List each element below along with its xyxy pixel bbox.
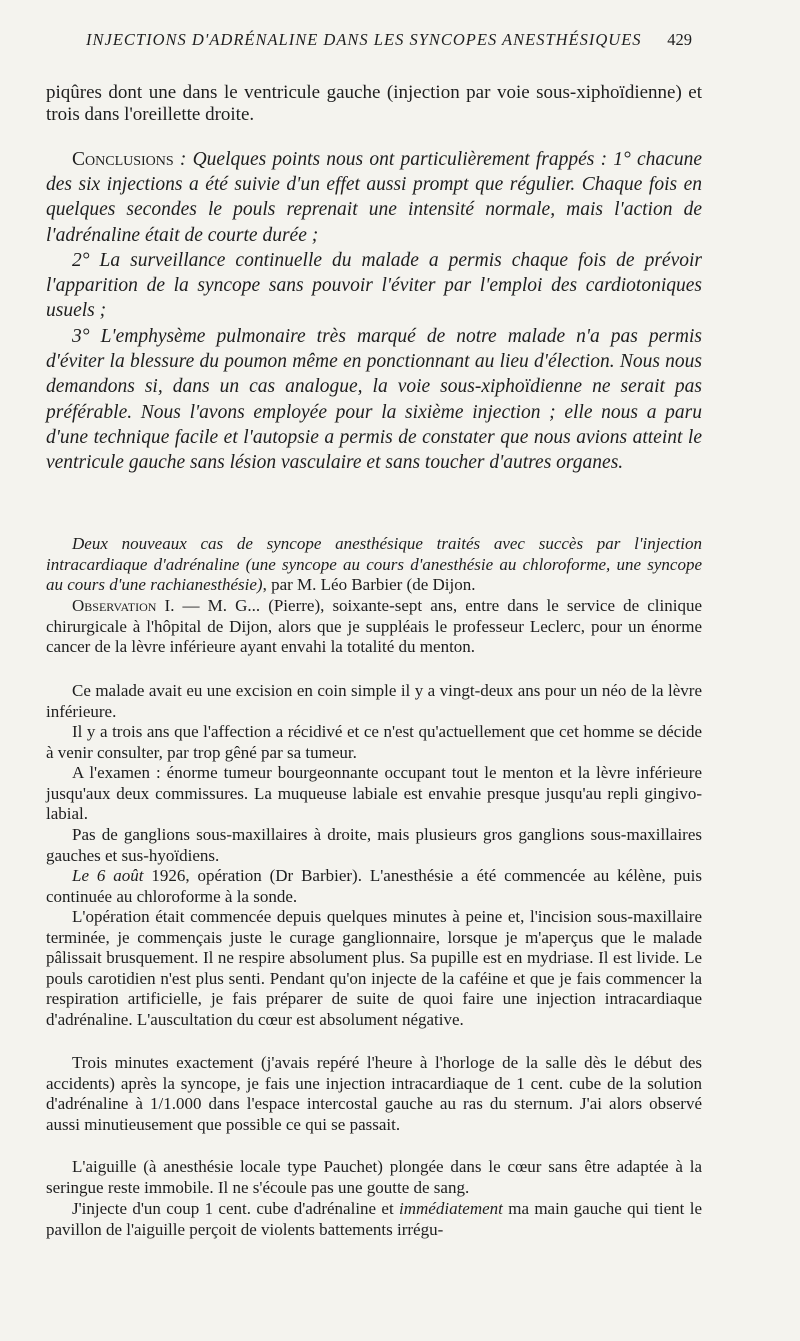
- intro-text: piqûres dont une dans le ventricule gauche (injection par voie sous-xiphoïdienne) et trois dans l'oreillette droite.: [46, 82, 702, 125]
- article-heading: [46, 534, 702, 596]
- observation-label: Observation I.: [72, 596, 175, 615]
- observation-p8: [46, 1053, 702, 1135]
- conclusions-paragraph: [46, 147, 702, 248]
- observation-p3: [46, 722, 702, 763]
- observation-p5: [46, 825, 702, 866]
- observation-p10-emphasis: immédiatement: [399, 1199, 503, 1218]
- running-header: [86, 30, 692, 50]
- observation-p6-text: 1926, opération (Dr Barbier). L'anesthésie a été commencée au kélène, puis continuée au chloroforme à la sonde.: [46, 866, 702, 906]
- conclusions-point-2: [46, 248, 702, 324]
- observation-p8-text: Trois minutes exactement (j'avais repéré l'heure à l'horloge de la salle dès le début des accidents) après la syncope, je fais une injection intracardiaque de 1 cent. cube de la solution d'adrénaline à 1/1.000 dans l'espace intercostal gauche au ras du sternum. J'ai alors observé aussi minutieusement que possible ce qui se passait.: [46, 1053, 702, 1134]
- conclusions-lead: : Quelques points nous ont particulièrement frappés : 1° chacune des six injections a été suivie d'un effet aussi prompt que régulier. Chaque fois en quelques secondes le pouls reprenait une intensité normale, mais l'action de l'adrénaline était de courte durée ;: [46, 149, 702, 246]
- conclusions-point-3: [46, 324, 702, 475]
- observation-p6: [46, 866, 702, 907]
- observation-p1: [46, 596, 702, 658]
- observation-p4-text: A l'examen : énorme tumeur bourgeonnante occupant tout le menton et la lèvre inférieure jusqu'aux deux commissures. La muqueuse labiale est envahie presque jusqu'au repli gingivo-labial.: [46, 763, 702, 824]
- conclusions-point-2-text: 2° La surveillance continuelle du malade a permis chaque fois de prévoir l'apparition de la syncope sans pouvoir l'éviter par l'emploi des cardiotoniques usuels ;: [46, 250, 702, 322]
- observation-p4: [46, 763, 702, 825]
- observation-p3-text: Il y a trois ans que l'affection a récidivé et ce n'est qu'actuellement que cet homme se décide à venir consulter, par trop gêné par sa tumeur.: [46, 722, 702, 762]
- conclusions-label: Conclusions: [72, 149, 174, 170]
- observation-p5-text: Pas de ganglions sous-maxillaires à droite, mais plusieurs gros ganglions sous-maxillaires gauches et sus-hyoïdiens.: [46, 825, 702, 865]
- observation-p7: [46, 907, 702, 1031]
- page-number: 429: [667, 30, 692, 49]
- article-title: Deux nouveaux cas de syncope anesthésique traités avec succès par l'injection intracardiaque d'adrénaline (une syncope au cours d'anesthésie au chloroforme, une syncope au cours d'une rachianesthésie): [46, 534, 702, 595]
- observation-p9-text: L'aiguille (à anesthésie locale type Pauchet) plongée dans le cœur sans être adaptée à la seringue reste immobile. Il ne s'écoule pas une goutte de sang.: [46, 1157, 702, 1197]
- observation-p10: [46, 1199, 702, 1240]
- observation-p9: [46, 1157, 702, 1198]
- intro-paragraph: [46, 82, 702, 125]
- conclusions-point-3-text: 3° L'emphysème pulmonaire très marqué de notre malade n'a pas permis d'éviter la blessure du poumon même en ponctionnant au lieu d'élection. Nous nous demandons si, dans un cas analogue, la voie sous-xiphoïdienne ne serait pas préférable. Nous l'avons employée pour la sixième injection ; elle nous a paru d'une technique facile et l'autopsie a permis de constater que nous avions atteint le ventricule gauche sans lésion vasculaire et sans toucher d'autres organes.: [46, 326, 702, 474]
- observation-p10-text-b: ma main gauche qui tient le pavillon de l'aiguille perçoit de violents battements irrégu-: [46, 1199, 702, 1239]
- operation-date: Le 6 août: [72, 866, 144, 885]
- article-author: , par M. Léo Barbier (de Dijon.: [262, 575, 476, 595]
- observation-p1-text: — M. G... (Pierre), soixante-sept ans, entre dans le service de clinique chirurgicale à l'hôpital de Dijon, alors que je suppléais le professeur Leclerc, pour un énorme cancer de la lèvre inférieure ayant envahi la totalité du menton.: [46, 596, 703, 657]
- observation-p2-text: Ce malade avait eu une excision en coin simple il y a vingt-deux ans pour un néo de la lèvre inférieure.: [46, 681, 702, 721]
- observation-p2: [46, 681, 702, 722]
- observation-p7-text: L'opération était commencée depuis quelques minutes à peine et, l'incision sous-maxillaire terminée, je commençais juste le curage ganglionnaire, lorsque je m'aperçus que le malade pâlissait brusquement. Il ne respire absolument plus. Sa pupille est en mydriase. Il est livide. Le pouls carotidien n'est plus senti. Pendant qu'on injecte de la caféine et que je fais commencer la respiration artificielle, je fais préparer de suite de quoi faire une injection intracardiaque d'adrénaline. L'auscultation du cœur est absolument négative.: [46, 907, 702, 1029]
- running-title: INJECTIONS D'ADRÉNALINE DANS LES SYNCOPES ANESTHÉSIQUES: [86, 30, 642, 49]
- observation-p10-text-a: J'injecte d'un coup 1 cent. cube d'adrénaline et: [72, 1199, 400, 1218]
